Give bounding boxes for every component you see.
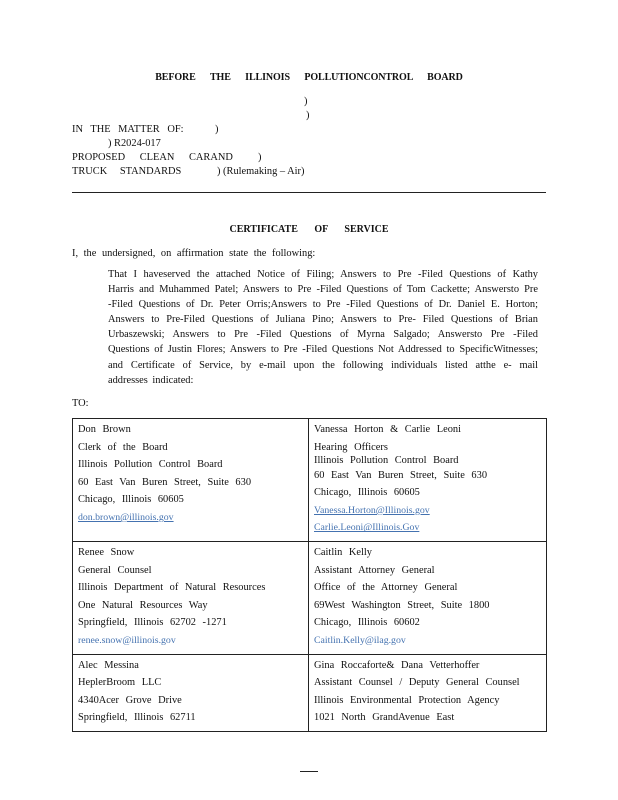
caption-paren: ): [215, 124, 219, 135]
recipient-line: Clerk of the Board: [78, 441, 168, 453]
caption-rulemaking: ) (Rulemaking – Air): [217, 166, 305, 177]
recipient-line: Springfield, Illinois 62702 -1271: [78, 617, 227, 629]
recipient-cell: [73, 419, 309, 542]
recipient-cell: [73, 654, 309, 731]
certificate-title: CERTIFICATE OF SERVICE: [229, 224, 389, 235]
email-link[interactable]: Vanessa.Horton@Illinois.gov: [314, 504, 430, 516]
recipient-line: Vanessa Horton & Carlie Leoni: [314, 424, 462, 435]
caption-line: [72, 152, 262, 163]
service-paragraph-text: That I haveserved the attached Notice of Filing; Answers to Pre -Filed Questions of Kathy Harris and Muhammed Patel; Answers to Pre -Filed Questions of Tom Cackette; Answersto Pre -Filed Questions of Dr. Peter Orris;Answers to Pre -Filed Questions of Dr. Daniel E. Horton; Answers to Pre-Filed Questions of Juliana Pino; Answers to Pre- Filed Questions of Brian Urbaszewski; Answers to Pre -Filed Questions of Myrna Salgado; Answersto Pre -Filed Questions of Justin Flores; Answers to Pre -Filed Questions Not Addressed to SpecificWitnesses; and Certificate of Service, by e-mail upon the following individuals listed atthe e- mail addresses indicated:: [108, 269, 538, 386]
recipient-line: 1021 North GrandAvenue East: [314, 712, 455, 724]
email-link[interactable]: don.brown@illinois.gov: [78, 511, 174, 523]
recipient-line: 69West Washington Street, Suite 1800: [314, 599, 490, 611]
recipient-line: Illinois Environmental Protection Agency: [314, 694, 500, 706]
email-link[interactable]: renee.snow@illinois.gov: [78, 634, 176, 646]
caption-line: [72, 124, 219, 135]
caption-proposed: PROPOSED CLEAN CARAND: [72, 152, 233, 163]
recipient-line: Chicago, Illinois 60605: [78, 494, 184, 506]
recipient-line: Caitlin Kelly: [314, 546, 372, 558]
recipient-cell: [73, 541, 309, 654]
recipient-line: Office of the Attorney General: [314, 582, 458, 594]
recipient-line: General Counsel: [78, 564, 152, 576]
caption-paren: ): [306, 110, 310, 121]
recipient-line: Chicago, Illinois 60602: [314, 617, 420, 629]
table-row: [73, 419, 547, 542]
recipient-line: Alec Messina: [78, 659, 139, 671]
recipient-line: Renee Snow: [78, 546, 135, 558]
docket-number: ) R2024-017: [108, 138, 161, 149]
recipient-cell: [309, 419, 547, 542]
recipient-cell: [309, 541, 547, 654]
recipient-line: HeplerBroom LLC: [78, 677, 162, 689]
recipient-line: Hearing Officers: [314, 441, 388, 453]
caption-paren: ): [304, 96, 308, 107]
caption-line: [72, 166, 305, 177]
caption-truck: TRUCK STANDARDS: [72, 166, 182, 177]
recipient-cell: [309, 654, 547, 731]
recipient-line: 4340Acer Grove Drive: [78, 694, 182, 706]
page-number-rule: [300, 771, 318, 772]
caption-divider: [72, 192, 546, 193]
recipient-line: Assistant Attorney General: [314, 564, 435, 576]
service-paragraph: [108, 267, 538, 388]
service-list-table: [72, 418, 547, 732]
recipient-line: Don Brown: [78, 424, 131, 435]
email-link[interactable]: Caitlin.Kelly@ilag.gov: [314, 634, 406, 646]
recipient-line: Illinois Pollution Control Board: [78, 459, 223, 471]
recipient-line: 60 East Van Buren Street, Suite 630: [78, 476, 252, 488]
recipient-line: Gina Roccaforte& Dana Vetterhoffer: [314, 659, 480, 671]
recipient-line: Assistant Counsel / Deputy General Counsel: [314, 677, 520, 689]
table-row: [73, 654, 547, 731]
document-title: BEFORE THE ILLINOIS POLLUTIONCONTROL BOARD: [155, 72, 463, 83]
caption-matter: IN THE MATTER OF:: [72, 124, 184, 135]
recipient-line: Illinois Department of Natural Resources: [78, 582, 266, 594]
table-row: [73, 541, 547, 654]
email-link[interactable]: Carlie.Leoni@Illinois.Gov: [314, 522, 420, 534]
recipient-line: 60 East Van Buren Street, Suite 630: [314, 469, 488, 481]
affirmation-intro: I, the undersigned, on affirmation state the following:: [72, 248, 316, 259]
to-label: TO:: [72, 398, 89, 409]
caption-paren: ): [258, 152, 262, 163]
recipient-line: Springfield, Illinois 62711: [78, 712, 196, 724]
recipient-line: One Natural Resources Way: [78, 599, 208, 611]
recipient-line: Illinois Pollution Control Board: [314, 454, 459, 466]
recipient-line: Chicago, Illinois 60605: [314, 487, 420, 499]
